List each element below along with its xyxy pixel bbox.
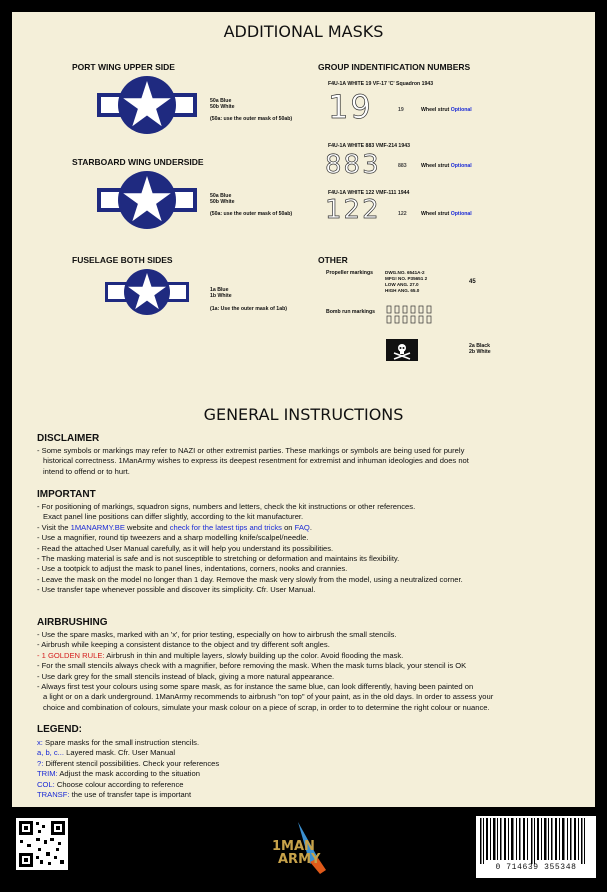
group-id-1-number: 19	[328, 88, 373, 126]
starboard-wing-label-2: 50b White	[210, 199, 235, 205]
flag-label-2: 2b White	[469, 349, 491, 355]
port-wing-label-1: 50a Blue	[210, 98, 232, 104]
bomb-run-markings	[386, 305, 438, 325]
propeller-number: 45	[469, 279, 476, 285]
disclaimer-text: - Some symbols or markings may refer to NAZI or other extremist parties. These markings or symbols are being used for purely historical correctness. 1ManArmy wishes to express its deepest resentment for extremist and inhuman ideologies and does not intend to offend or to hurt.	[37, 446, 469, 476]
star-insignia-fuselage	[102, 268, 192, 316]
general-instructions-title: GENERAL INSTRUCTIONS	[203, 405, 404, 424]
starboard-wing-heading: STARBOARD WING UNDERSIDE	[72, 157, 204, 167]
legend-item: TRANSF: the use of transfer tape is important	[37, 790, 192, 800]
logo-text: 1MAN ARMY	[272, 839, 321, 867]
group-id-3-strut: Wheel strut Optional	[421, 211, 472, 217]
airbrushing-text: - Use the spare masks, marked with an 'x', for prior testing, especially on how to airbrush the small stencils. - Airbrush while keeping a consistent distance to the object and try different soft angles. - 1 GOLDEN RULE: Airbrush in thin and multiple layers, slowly building up the color. Avoid flooding the mask. - For the small stencils always check with a magnifier, before removing the mask. When the mask turns black, your stencil is OK - Use dark grey for the small stencils instead of black, giving a more natural appearance. - Always first test your colours using some spare mask, as for instance the same blue, can look differently, having been painted on a light or on a dark underground. 1ManArmy recommends to airbrush "on top" of your paint, as in the old days. In order to assess your choice and combination of colours, simulate your mask colour on a piece of scrap, in order to to determine the right colour or nuance.	[37, 630, 494, 712]
important-heading: IMPORTANT	[37, 489, 96, 500]
airbrushing-heading: AIRBRUSHING	[37, 617, 108, 628]
star-insignia-port	[92, 75, 202, 135]
starboard-wing-label-1: 50a Blue	[210, 193, 232, 199]
group-id-1-small: 19	[398, 107, 404, 113]
tips-link[interactable]: check for the latest tips and tricks	[169, 522, 282, 532]
legend-item: a, b, c... Layered mask. Cfr. User Manual	[37, 748, 176, 758]
legend-item: x: Spare masks for the small instruction stencils.	[37, 738, 200, 747]
port-wing-heading: PORT WING UPPER SIDE	[72, 62, 175, 72]
group-id-heading: GROUP INDENTIFICATION NUMBERS	[318, 62, 471, 72]
fuselage-note: (1a: Use the outer mask of 1ab)	[210, 306, 287, 312]
legend-heading: LEGEND:	[37, 724, 82, 735]
group-id-2-small: 883	[398, 163, 407, 169]
website-link[interactable]: 1MANARMY.BE	[70, 522, 125, 532]
group-id-1-strut: Wheel strut Optional	[421, 107, 472, 113]
flag-label-1: 2a Black	[469, 343, 491, 349]
starboard-wing-note: (50a: use the outer mask of 50ab)	[210, 211, 293, 217]
fuselage-label-2: 1b White	[210, 293, 232, 299]
important-text: - For positioning of markings, squadron signs, numbers and letters, check the kit instructions or other references. Exact panel line positions can differ slightly, according to the kit manufacturer. - Visit the 1MANARMY.BE website and check for the latest tips and tricks on FAQ. - Use a magnifier, round tip tweezers and a sharp modelling knife/scalpel/needle. - Read the attached User Manual carefully, as it will help you understand its possibilities. - The masking material is safe and is not susceptible to stretching or deformation and maintains its flexibility. - Use a tootpick to adjust the mask to panel lines, indentations, corners, nooks and crannies. - Leave the mask on the model no longer than 1 day. Remove the mask very slowly from the model, using a neutralized corner. - Use transfer tape whenever possible and discover its simplicity. Cfr. User Manual.	[37, 502, 463, 595]
group-id-3-number: 122	[325, 195, 381, 225]
group-id-2-strut: Wheel strut Optional	[421, 163, 472, 169]
propeller-data: DWG.NO. 6541A-2 MFG! NO. P35651 2 LOW ANG. 27.0 HIGH ANG. 65.0	[385, 270, 428, 293]
instruction-sheet	[12, 12, 595, 807]
legend-list	[37, 738, 582, 800]
group-id-2-number: 883	[325, 150, 381, 180]
legend-item: ?: Different stencil possibilities. Check your references	[37, 758, 220, 768]
port-wing-note: (50a: use the outer mask of 50ab)	[210, 116, 293, 122]
legend-item: COL: Choose colour according to reference	[37, 779, 184, 789]
group-id-3-label: F4U-1A WHITE 122 VMF-111 1944	[328, 190, 410, 196]
legend-item: TRIM: Adjust the mask according to the situation	[37, 769, 200, 779]
barcode-bars	[476, 816, 596, 866]
other-heading: OTHER	[318, 255, 348, 265]
fuselage-heading: FUSELAGE BOTH SIDES	[72, 255, 173, 265]
group-id-3-small: 122	[398, 211, 407, 217]
disclaimer-heading: DISCLAIMER	[37, 433, 100, 444]
star-insignia-starboard	[92, 170, 202, 230]
port-wing-label-2: 50b White	[210, 104, 235, 110]
group-id-2-label: F4U-1A WHITE 883 VMF-214 1943	[328, 143, 410, 149]
page-title: ADDITIONAL MASKS	[223, 22, 384, 41]
faq-link[interactable]: FAQ	[294, 522, 310, 532]
qr-code-icon	[16, 818, 68, 870]
group-id-1-label: F4U-1A WHITE 19 VF-17 'C' Squadron 1943	[328, 81, 434, 87]
barcode-number: 0 714639 355348	[495, 863, 577, 872]
fuselage-label-1: 1a Blue	[210, 287, 229, 293]
jolly-roger-flag	[386, 339, 418, 361]
propeller-label: Propeller markings	[326, 270, 373, 276]
brand-logo	[268, 818, 348, 878]
barcode	[476, 816, 596, 878]
bomb-run-label: Bomb run markings	[326, 309, 376, 315]
